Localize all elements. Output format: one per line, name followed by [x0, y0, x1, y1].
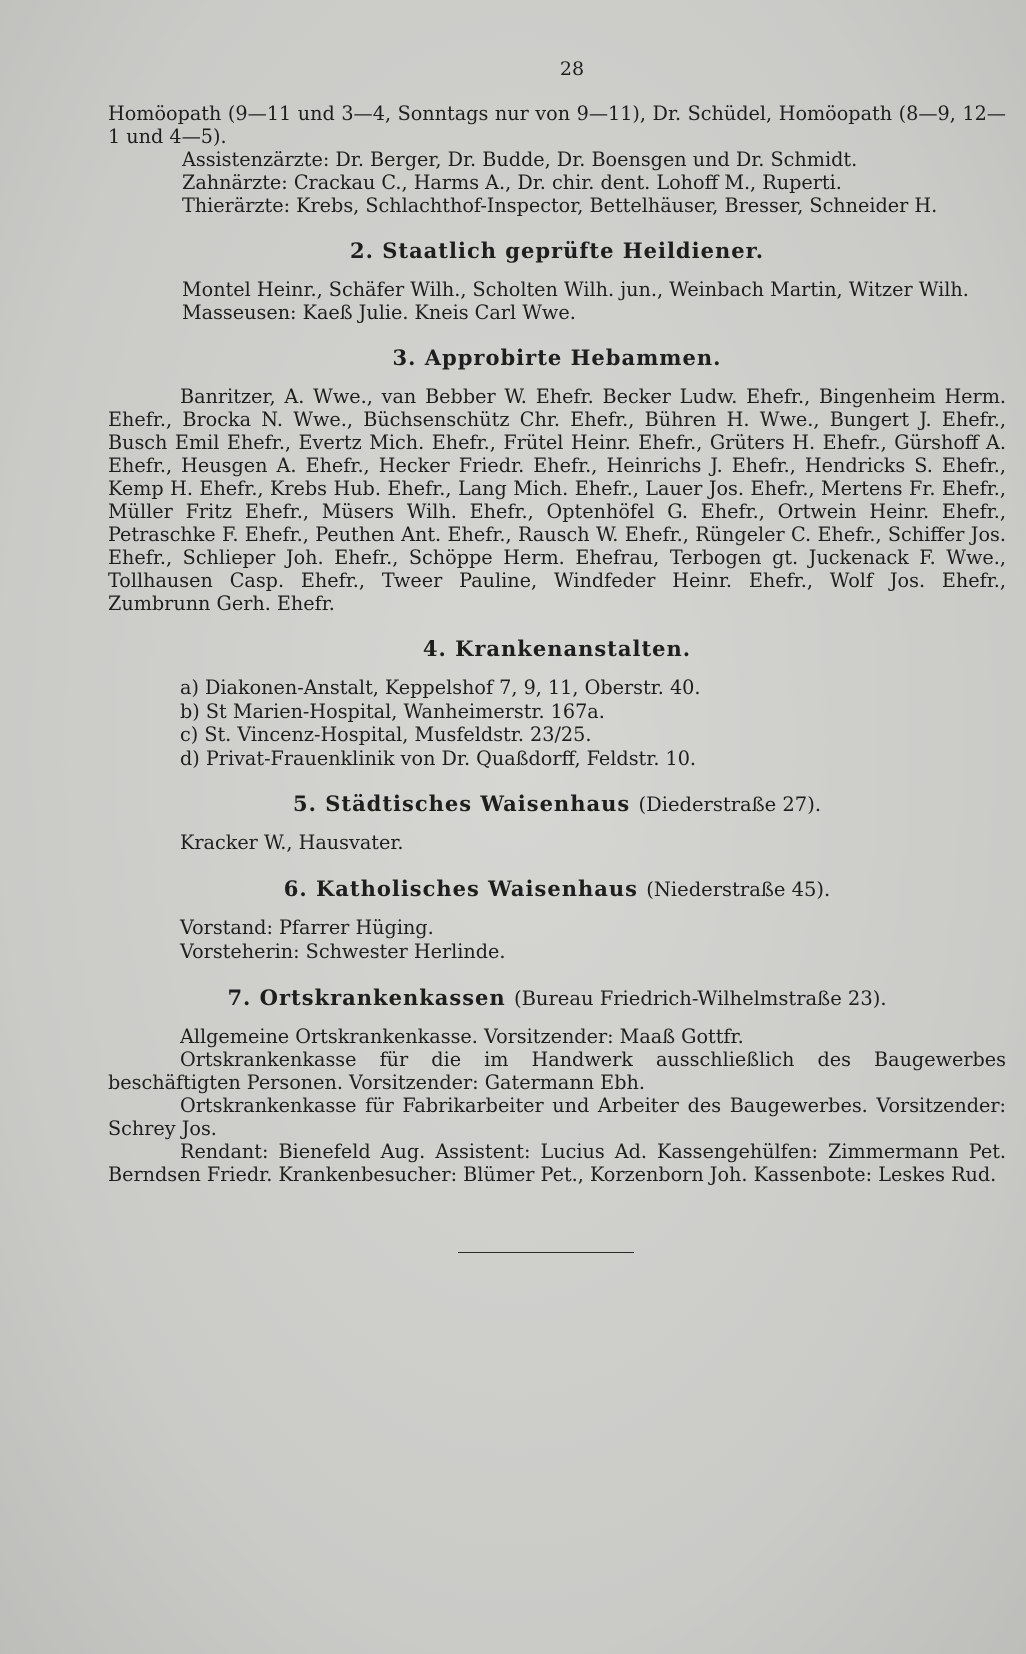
section-7-handwerk: Ortskrankenkasse für die im Handwerk ausschließlich des Baugewerbes beschäftigten Personen. Vorsitzender: Gatermann Ebh. [108, 1048, 1006, 1094]
section-4-item-d: d) Privat-Frauenklinik von Dr. Quaßdorff, Feldstr. 10. [180, 746, 697, 770]
section-4-item-c: c) St. Vincenz-Hospital, Musfeldstr. 23/25. [180, 723, 592, 746]
section-2-title: 2. Staatlich geprüfte Heildiener. [349, 238, 765, 263]
section-6-address: (Niederstraße 45). [646, 878, 831, 901]
section-7-personal: Rendant: Bienefeld Aug. Assistent: Lucius Ad. Kassengehülfen: Zimmermann Pet. Berndsen Friedr. Krankenbesucher: Blümer Pet., Korzenborn Joh. Kassenbote: Leskes Rud. [108, 1140, 1006, 1186]
section-7-allgemeine: Allgemeine Ortskrankenkasse. Vorsitzender: Maaß Gottfr. [180, 1025, 744, 1048]
page-number: 28 [559, 58, 585, 80]
section-7-heading [108, 985, 1006, 1010]
section-3-hebammen-list [108, 385, 1006, 615]
section-4-title: 4. Krankenanstalten. [422, 636, 692, 661]
section-3-text: Banritzer, A. Wwe., van Bebber W. Ehefr. Becker Ludw. Ehefr., Bingenheim Herm. Ehefr., Brocka N. Wwe., Büchsenschütz Chr. Ehefr., Bühren H. Wwe., Bungert J. Ehefr., Busch Emil Ehefr., Evertz Mich. Ehefr., Frütel Heinr. Ehefr., Grüters H. Ehefr., Gürshoff A. Ehefr., Heusgen A. Ehefr., Hecker Friedr. Ehefr., Heinrichs J. Ehefr., Hendricks S. Ehefr., Kemp H. Ehefr., Krebs Hub. Ehefr., Lang Mich. Ehefr., Lauer Jos. Ehefr., Mertens Fr. Ehefr., Müller Fritz Ehefr., Müsers Wilh. Ehefr., Optenhöfel G. Ehefr., Ortwein Heinr. Ehefr., Petraschke F. Ehefr., Peuthen Ant. Ehefr., Rausch W. Ehefr., Rüngeler C. Ehefr., Schiffer Jos. Ehefr., Schlieper Joh. Ehefr., Schöppe Herm. Ehefrau, Terbogen gt. Juckenack F. Wwe., Tollhausen Casp. Ehefr., Tweer Pauline, Windfeder Heinr. Ehefr., Wolf Jos. Ehefr., Zumbrunn Gerh. Ehefr. [108, 385, 1006, 615]
intro-assistenzaerzte: Assistenzärzte: Dr. Berger, Dr. Budde, Dr. Boensgen und Dr. Schmidt. [182, 148, 858, 171]
section-7-address: (Bureau Friedrich-Wilhelmstraße 23). [513, 987, 887, 1010]
section-7-fabrikarbeiter: Ortskrankenkasse für Fabrikarbeiter und Arbeiter des Baugewerbes. Vorsitzender: Schrey Jos. [108, 1094, 1006, 1140]
section-7-title: 7. Ortskrankenkassen [227, 985, 506, 1010]
section-6-vorsteherin: Vorsteherin: Schwester Herlinde. [180, 940, 506, 963]
section-2-masseusen: Masseusen: Kaeß Julie. Kneis Carl Wwe. [182, 301, 576, 324]
section-6-heading [108, 876, 1006, 901]
intro-homoeopath-line: Homöopath (9—11 und 3—4, Sonntags nur von 9—11), Dr. Schüdel, Homöopath (8—9, 12—1 und 4—5). [108, 102, 1006, 148]
intro-thieraerzte: Thierärzte: Krebs, Schlachthof-Inspector, Bettelhäuser, Bresser, Schneider H. [182, 194, 938, 217]
section-4-item-b: b) St Marien-Hospital, Wanheimerstr. 167a. [180, 699, 605, 723]
section-5-heading [108, 791, 1006, 816]
section-3-title: 3. Approbirte Hebammen. [392, 345, 722, 370]
section-5-hausvater: Kracker W., Hausvater. [180, 831, 404, 854]
end-rule-divider [458, 1252, 634, 1253]
section-2-heildiener: Montel Heinr., Schäfer Wilh., Scholten Wilh. jun., Weinbach Martin, Witzer Wilh. [182, 278, 969, 301]
section-5-address: (Diederstraße 27). [638, 793, 822, 816]
section-6-title: 6. Katholisches Waisenhaus [283, 876, 638, 901]
section-6-vorstand: Vorstand: Pfarrer Hüging. [180, 916, 434, 939]
section-5-title: 5. Städtisches Waisenhaus [292, 791, 631, 816]
section-4-item-a: a) Diakonen-Anstalt, Keppelshof 7, 9, 11, Oberstr. 40. [180, 676, 701, 699]
intro-zahnaerzte: Zahnärzte: Crackau C., Harms A., Dr. chir. dent. Lohoff M., Ruperti. [182, 171, 842, 194]
